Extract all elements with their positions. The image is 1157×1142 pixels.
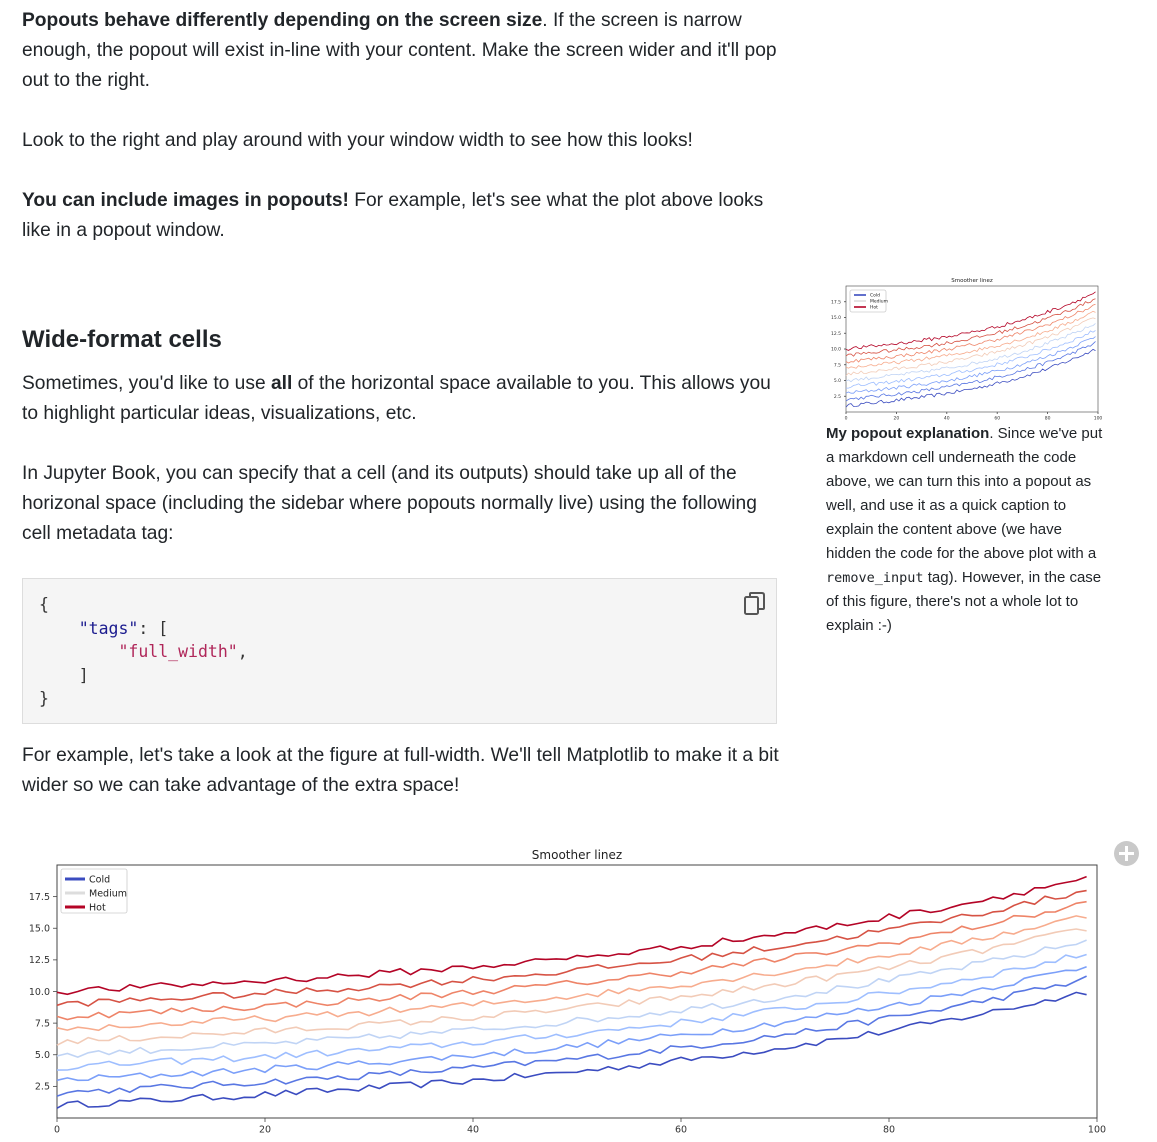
x-tick-label: 100: [1093, 416, 1103, 422]
series-line: [57, 902, 1087, 1020]
code-block: [22, 578, 777, 724]
intro-text-3: For example, let's see what the plot above looks like in a popout window.: [22, 190, 764, 241]
legend-label: Cold: [870, 293, 881, 299]
intro-paragraph-3: [22, 186, 782, 246]
x-tick-label: 100: [1087, 1124, 1107, 1136]
y-tick-label: 2.5: [833, 394, 841, 400]
x-tick-label: 20: [258, 1124, 272, 1136]
popout-caption: [826, 422, 1108, 638]
y-tick-label: 12.5: [830, 331, 841, 337]
y-tick-label: 2.5: [34, 1081, 50, 1093]
x-tick-label: 0: [844, 416, 848, 422]
code-line-5: }: [39, 689, 49, 708]
y-tick-label: 15.0: [830, 316, 841, 322]
y-tick-label: 17.5: [28, 891, 50, 903]
x-tick-label: 80: [882, 1124, 896, 1136]
intro-bold-3: You can include images in popouts!: [22, 190, 349, 211]
legend-label: Hot: [89, 902, 106, 914]
intro-paragraph-1: [22, 6, 782, 96]
code-content: [39, 593, 248, 711]
intro-paragraph-2: Look to the right and play around with your window width to see how this looks!: [22, 130, 693, 151]
code-line-1: {: [39, 595, 49, 614]
legend-label: Hot: [870, 305, 878, 311]
popout-figure: [818, 272, 1108, 427]
y-tick-label: 7.5: [833, 363, 841, 369]
y-tick-label: 5.0: [34, 1050, 50, 1062]
popout-caption-text-a: . Since we've put a markdown cell underneath the code above, we can turn this into a popout as well, and use it as a quick caption to explain the content above (we have hidden the code for the above plot with a: [826, 425, 1103, 562]
popout-chart: [818, 272, 1108, 422]
section-paragraph-3: For example, let's take a look at the figure at full-width. We'll tell Matplotlib to make it a bit wider so we can take advantage of the extra space!: [22, 745, 779, 796]
popout-caption-code: remove_input: [826, 570, 924, 586]
code-line-3-rest: ,: [237, 642, 248, 661]
x-tick-label: 60: [674, 1124, 688, 1136]
series-line: [57, 955, 1087, 1071]
section-heading: Wide-format cells: [22, 326, 222, 353]
y-tick-label: 12.5: [28, 955, 50, 967]
series-line: [846, 304, 1096, 363]
add-cell-icon[interactable]: [1114, 841, 1139, 866]
chart-title: Smoother linez: [951, 278, 993, 284]
y-tick-label: 10.0: [28, 986, 50, 998]
x-tick-label: 40: [943, 416, 950, 422]
x-tick-label: 40: [466, 1124, 480, 1136]
x-tick-label: 80: [1044, 416, 1051, 422]
section-bold-all: all: [270, 373, 293, 394]
chart-title: Smoother linez: [531, 848, 623, 862]
y-tick-label: 5.0: [833, 379, 841, 385]
x-tick-label: 60: [994, 416, 1001, 422]
popout-caption-text-b: tag). However, in the case of this figure, there's not a whole lot to explain :-): [826, 569, 1102, 634]
popout-caption-bold: My popout explanation: [826, 425, 990, 442]
y-tick-label: 15.0: [28, 923, 50, 935]
code-line-2-rest: : [: [138, 618, 169, 638]
code-tags-key: "tags": [78, 618, 139, 638]
code-line-4: ]: [78, 665, 89, 685]
legend-label: Cold: [89, 874, 111, 886]
intro-text-1: . If the screen is narrow enough, the popout will exist in-line with your content. Make the screen wider and it'll pop out to the right.: [22, 10, 777, 91]
section-text-1b: of the horizontal space available to you. This allows you to highlight particular ideas, visualizations, etc.: [22, 373, 771, 424]
code-full-width-string: "full_width": [118, 642, 238, 661]
legend-label: Medium: [870, 299, 888, 305]
y-tick-label: 10.0: [830, 347, 841, 353]
section-paragraph-1: [22, 369, 782, 429]
full-width-chart: [22, 842, 1132, 1142]
section-text-1a: Sometimes, you'd like to use: [22, 373, 271, 394]
series-line: [57, 877, 1087, 995]
section-paragraph-2: In Jupyter Book, you can specify that a cell (and its outputs) should take up all of the horizonal space (including the sidebar where popouts normally live) using the following cell metadata tag:: [22, 463, 757, 544]
series-line: [846, 331, 1096, 389]
plot-frame: [57, 865, 1097, 1118]
copy-icon[interactable]: [743, 591, 767, 617]
legend-label: Medium: [89, 888, 127, 900]
y-tick-label: 7.5: [34, 1018, 50, 1030]
series-line: [846, 349, 1096, 407]
x-tick-label: 20: [893, 416, 900, 422]
y-tick-label: 17.5: [830, 300, 841, 306]
x-tick-label: 0: [53, 1124, 61, 1136]
intro-bold-1: Popouts behave differently depending on the screen size: [22, 10, 543, 31]
